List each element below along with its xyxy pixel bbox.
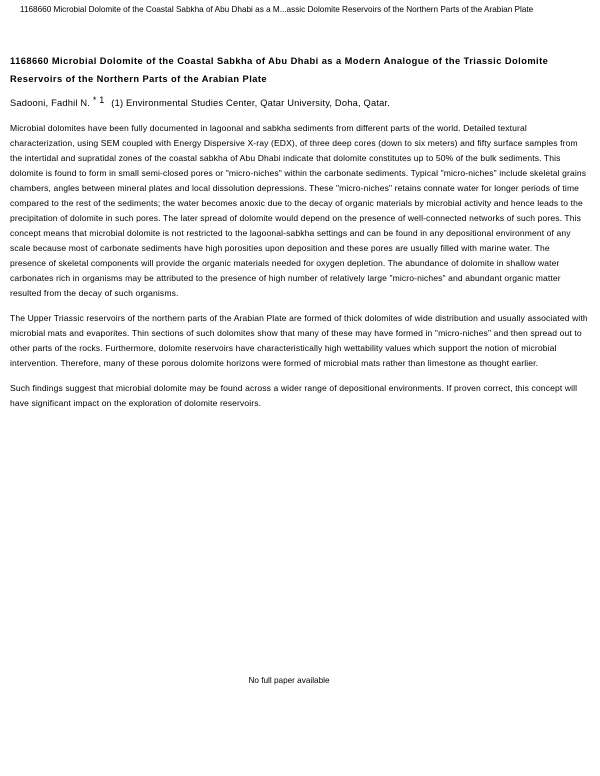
author-name: Sadooni, Fadhil N.: [10, 98, 91, 108]
abstract-body: [10, 121, 588, 421]
running-header: 1168660 Microbial Dolomite of the Coastal Sabkha of Abu Dhabi as a M...assic Dolomite Reservoirs of the Northern Parts of the Arabian Plate: [20, 5, 534, 14]
no-full-paper-note: No full paper available: [248, 676, 330, 685]
abstract-paragraph-1: Microbial dolomites have been fully documented in lagoonal and sabkha sediments from different parts of the world. Detailed textural characterization, using SEM coupled with Energy Dispersive X-ray (EDX), of three deep cores (down to six meters) and fifty surface samples from the intertidal and supratidal zones of the coastal sabkha of Abu Dhabi indicate that dolomite constitutes up to 50% of the bulk sediments. This dolomite is found to form in small semi-closed pores or "micro-niches" within the carbonate sediments. Typical "micro-niches" include skeletal grains chambers, angles between mineral plates and local dissolution depressions. These "micro-niches" retains connate water for longer periods of time compared to the rest of the sediments; the water becomes anoxic due to the decay of organic materials by microbial activity and hence leads to the precipitation of dolomite in such pores. The later spread of dolomite would depend on the presence of well-connected networks of such pores. This concept means that microbial dolomite is not restricted to the lagoonal-sabkha settings and can be found in any depositional environment of any scale because most of carbonate sediments have high porosities upon deposition and these pores are usually filled with marine water. The presence of skeletal components will provide the organic materials needed for oxygen depletion. The abundance of dolomite in shallow water carbonates rich in organisms may be attributed to the presence of high number of relatively large "micro-niches" and abundant organic matter resulted from the decay of such organisms.: [10, 123, 587, 298]
author-line: [10, 96, 585, 110]
affiliation: (1) Environmental Studies Center, Qatar University, Doha, Qatar.: [111, 98, 391, 108]
author-marks: * 1: [92, 95, 105, 105]
abstract-title: 1168660 Microbial Dolomite of the Coastal Sabkha of Abu Dhabi as a Modern Analogue of the Triassic Dolomite Reservoirs of the Northern Parts of the Arabian Plate: [10, 56, 549, 84]
abstract-paragraph-3: Such findings suggest that microbial dolomite may be found across a wider range of depositional environments. If proven correct, this concept will have significant impact on the exploration of dolomite reservoirs.: [10, 383, 578, 408]
abstract-paragraph-2: The Upper Triassic reservoirs of the northern parts of the Arabian Plate are formed of thick dolomites of wide distribution and usually associated with microbial mats and evaporites. Thin sections of such dolomites show that many of these may have formed in "micro-niches" and then spread out to other parts of the rocks. Furthermore, dolomite reservoirs have characteristically high wettability values which support the notion of microbial intervention. Therefore, many of these porous dolomite horizons were formed of microbial mats rather than limestone as thought earlier.: [10, 313, 588, 368]
